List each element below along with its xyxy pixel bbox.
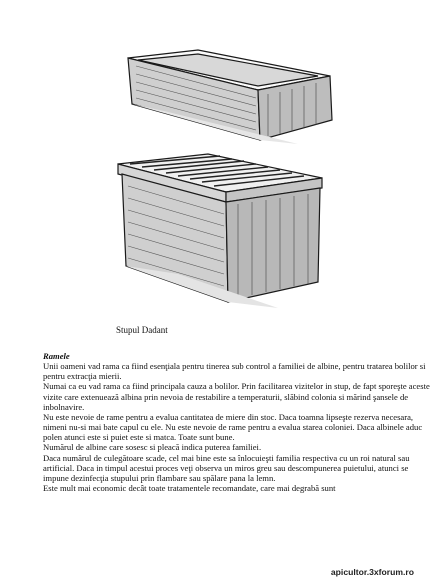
paragraph-4: Numărul de albine care sosesc si pleacă indica puterea familiei. [43, 442, 262, 453]
paragraph-1: Unii oameni vad rama ca fiind esenţiala pentru tinerea sub control a familiei de albine, pentru tratarea bolilor si pentru extracţia mierii. [43, 361, 426, 382]
figure-caption: Stupul Dadant [116, 325, 168, 335]
dadant-hive-illustration [108, 46, 348, 324]
paragraph-6: Este mult mai economic decât toate tratamentele recomandate, care mai degrabă sunt [43, 483, 336, 494]
paragraph-3: Nu este nevoie de rame pentru a evalua cantitatea de miere din stoc. Daca toamna lipseşte rezerva necesara, nimeni nu-si mai bate capul cu ele. Nu este nevoie de rame pentru a evalua starea coloniei. Daca albinele aduc polen atunci este si puiet este si matca. Toate sunt bune. [43, 411, 423, 443]
article-body [43, 351, 431, 493]
hive-body-drawing [118, 154, 322, 308]
hive-super-drawing [128, 50, 332, 144]
section-heading: Ramele [43, 351, 70, 361]
paragraph-5: Daca numărul de culegătoare scade, cel mai bine este sa înlocuieşti familia respectiva cu un roi natural sau artificial. Daca in timpul acestui proces veţi observa un miros greu sau descompunerea puietului, atunci se impune dezinfecţia stupului prin flambare sau spălare pana la lemn. [43, 452, 410, 483]
paragraph-2: Numai ca eu vad rama ca fiind principala cauza a bolilor. Prin facilitarea vizitelor in stup, de fapt sporeşte aceste vizite care extenuează albina prin nevoia de restabilire a temperaturii, slăbind colonia si mărind şansele de inbolnavire. [43, 381, 430, 412]
site-watermark: apicultor.3xforum.ro [330, 567, 414, 577]
